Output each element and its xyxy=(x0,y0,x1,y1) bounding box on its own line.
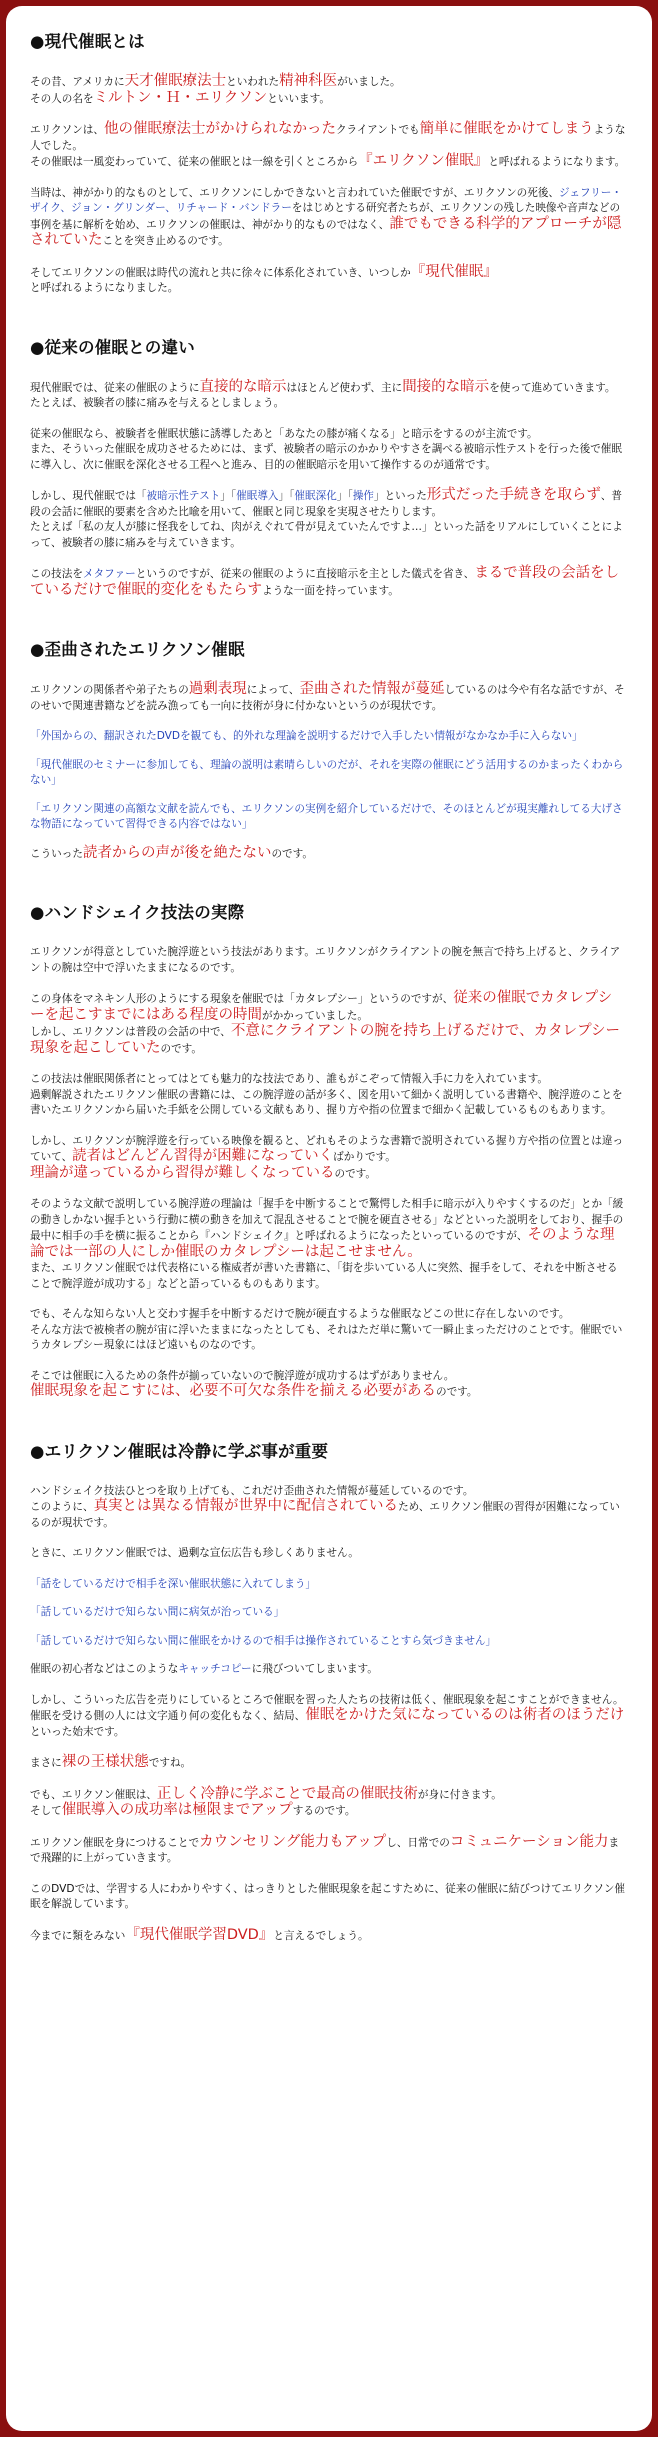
text-run: がいました。 xyxy=(337,76,401,88)
emphasis-blue: 催眠導入 xyxy=(236,490,279,502)
emphasis-blue: キャッチコピー xyxy=(178,1663,252,1675)
paragraph xyxy=(30,1662,626,1678)
paragraph xyxy=(30,380,626,412)
text-run: に飛びついてしまいます。 xyxy=(251,1663,378,1675)
paragraph xyxy=(30,427,626,474)
emphasis-red: 『現代催眠学習DVD』 xyxy=(125,1926,274,1943)
text-run: この技法は催眠関係者にとってはとても魅力的な技法であり、誰もがこぞって情報入手に力を入れています。 xyxy=(30,1073,549,1085)
text-run: 催眠の初心者などはこのような xyxy=(30,1663,179,1675)
text-run: そんな方法で被検者の腕が宙に浮いたままになったとしても、それはただ単に驚いて一瞬止まっただけのことです。催眠でいうカタレプシー現象にはほど遠いものなのです。 xyxy=(30,1323,623,1351)
emphasis-red: 裸の王様状態 xyxy=(61,1754,149,1770)
emphasis-red: 催眠導入の成功率は極限までアップ xyxy=(61,1802,293,1818)
emphasis-red: 従来の催眠でカタレプシーを起こすまでにはある程度の時間 xyxy=(30,990,613,1023)
paragraph xyxy=(30,945,626,976)
section-gap xyxy=(30,1416,626,1430)
section-gap xyxy=(30,877,626,891)
text-run: 」「 xyxy=(220,490,237,502)
section-1 xyxy=(30,28,626,326)
document-frame xyxy=(6,6,652,2431)
paragraph xyxy=(30,991,626,1057)
text-run: といわれた xyxy=(226,76,280,88)
paragraph xyxy=(30,1072,626,1119)
text-run: また、そういった催眠を成功させるためには、まず、被験者の暗示のかかりやすさを調べる被暗示性テストを行った後で催眠に導入し、次に催眠を深化させる工程へと進み、目的の催眠暗示を用いて操作するのが通常です。 xyxy=(30,443,622,471)
emphasis-red: 形式だった手続きを取らず xyxy=(426,487,601,503)
emphasis-red: 読者はどんどん習得が困難になっていく xyxy=(72,1148,334,1164)
paragraph xyxy=(30,488,626,551)
emphasis-red: 過剰表現 xyxy=(188,681,247,697)
text-run: しかし、現代催眠では「 xyxy=(30,490,147,502)
emphasis-red: 誰でもできる科学的アプローチが隠されていた xyxy=(30,215,622,248)
text-run: クライアントでも xyxy=(335,124,420,136)
text-run: しかし、エリクソンは普段の会話の中で、 xyxy=(30,1026,231,1038)
emphasis-red: コミュニケーション能力 xyxy=(449,1833,609,1850)
text-run: のです。 xyxy=(271,847,313,860)
emphasis-red: 簡単に催眠をかけてしまう xyxy=(419,121,594,137)
quote-paragraph xyxy=(30,802,626,833)
emphasis-blue: 「話しているだけで知らない間に催眠をかけるので相手は操作されていることすら気づきません」 xyxy=(30,1634,497,1647)
text-run: 現代催眠では、従来の催眠のように xyxy=(30,381,200,394)
emphasis-red: 理論が違っているから習得が難しくなっている xyxy=(30,1164,335,1181)
text-run: ため、エリクソン催眠の習得が困難になっているのが現状です。 xyxy=(30,1501,620,1529)
text-run: こういった xyxy=(30,847,83,860)
text-run: しかし、こういった広告を売りにしているところで催眠を習った人たちの技術は低く、催眠現象を起こすことができません。催眠を受ける側の人には文字通り何の変化もなく、結局、 xyxy=(30,1693,624,1722)
section-title: ●歪曲されたエリクソン催眠 xyxy=(30,640,245,659)
text-run: この技法を xyxy=(30,568,83,580)
text-run: 過剰解説されたエリクソン催眠の書籍には、この腕浮遊の話が多く、図を用いて細かく説明している書籍や、腕浮遊のことを書いたエリクソンから届いた手紙を公開している文献もあり、握り方や指の位置まで細かく記載しているものもあります。 xyxy=(30,1088,623,1116)
text-run: するのです。 xyxy=(292,1805,356,1817)
emphasis-red: カウンセリング能力もアップ xyxy=(199,1833,387,1850)
emphasis-blue: ジェフリー・ザイク、ジョン・グリンダー、リチャード・バンドラー xyxy=(30,186,622,214)
text-run: ような人でした。 xyxy=(30,124,626,152)
emphasis-red: 天才催眠療法士 xyxy=(124,73,227,89)
section-2 xyxy=(30,334,626,629)
emphasis-red: ミルトン・Ｈ・エリクソン xyxy=(93,89,268,106)
section-4 xyxy=(30,899,626,1430)
text-run: でも、エリクソン催眠は、 xyxy=(30,1788,157,1801)
text-run: が身に付きます。 xyxy=(417,1788,502,1801)
emphasis-red: 『現代催眠』 xyxy=(410,263,498,280)
text-run: ような一面を持っています。 xyxy=(262,584,399,597)
text-run: 今までに類をみない xyxy=(30,1929,126,1942)
text-run: しかし、エリクソンが腕浮遊を行っている映像を観ると、どれもそのような書籍で説明されている握り方や指の位置とは違っていて、 xyxy=(30,1134,624,1163)
text-run: エリクソンが得意としていた腕浮遊という技法があります。エリクソンがクライアントの腕を無言で持ち上げると、クライアントの腕は空中で浮いたままになるのです。 xyxy=(30,946,621,974)
text-run: によって、 xyxy=(246,684,300,696)
emphasis-red: 直接的な暗示 xyxy=(199,378,287,395)
emphasis-blue: 「話しているだけで知らない間に病気が治っている」 xyxy=(30,1606,285,1618)
text-run: がかかっていました。 xyxy=(262,1009,368,1022)
emphasis-blue: 操作 xyxy=(352,490,374,502)
paragraph xyxy=(30,1693,626,1741)
paragraph xyxy=(30,186,626,250)
text-run: そして xyxy=(30,1805,62,1817)
text-run: と呼ばれるようになります。 xyxy=(488,156,626,168)
paragraph xyxy=(30,1369,626,1401)
section-title: ●現代催眠とは xyxy=(30,32,145,51)
emphasis-blue: 「エリクソン関連の高額な文献を読んでも、エリクソンの実例を紹介しているだけで、そのほとんどが現実離れしてる大げさな物語になっていて習得できる内容ではない」 xyxy=(30,802,623,830)
paragraph xyxy=(30,1755,626,1772)
text-run: 」「 xyxy=(336,490,353,502)
section-title: ●ハンドシェイク技法の実際 xyxy=(30,903,245,922)
text-run: 当時は、神がかり的なものとして、エリクソンにしかできないと言われていた催眠ですが、エリクソンの死後、 xyxy=(30,186,560,199)
text-run: ばかりです。 xyxy=(333,1151,396,1163)
section-title: ●エリクソン催眠は冷静に学ぶ事が重要 xyxy=(30,1441,329,1461)
text-run: のです。 xyxy=(334,1167,377,1180)
paragraph xyxy=(30,1787,626,1820)
text-run: エリクソンは、 xyxy=(30,124,104,136)
text-run: はほとんど使わず、主に xyxy=(286,381,403,394)
paragraph xyxy=(30,566,626,599)
text-run: まで飛躍的に上がっていきます。 xyxy=(30,1836,620,1864)
text-run: そしてエリクソンの催眠は時代の流れと共に徐々に体系化されていき、いつしか xyxy=(30,266,411,279)
text-run: ですね。 xyxy=(148,1757,192,1769)
text-run: のです。 xyxy=(436,1386,478,1398)
paragraph xyxy=(30,1546,626,1562)
emphasis-red: 催眠現象を起こすには、必要不可欠な条件を揃える必要がある xyxy=(30,1383,436,1399)
text-run: しているのは今や有名な話ですが、そのせいで関連書籍などを読み漁っても一向に技術が身に付かないというのが現状です。 xyxy=(30,684,625,712)
paragraph xyxy=(30,1882,626,1913)
text-run: 、普段の会話に催眠的要素を含めた比喩を用いて、催眠と同じ現象を実現させたりします。 xyxy=(30,490,623,518)
paragraph xyxy=(30,1134,626,1183)
emphasis-red: 精神科医 xyxy=(279,73,338,89)
text-run: その人の名を xyxy=(30,92,94,105)
section-3 xyxy=(30,636,626,891)
paragraph xyxy=(30,74,626,107)
quote-paragraph xyxy=(30,729,626,745)
paragraph xyxy=(30,846,626,863)
text-run: といった始末です。 xyxy=(30,1725,125,1738)
paragraph xyxy=(30,682,626,714)
emphasis-red: 他の催眠療法士がかけられなかった xyxy=(103,121,336,137)
text-run: たとえば、被験者の膝に痛みを与えるとしましょう。 xyxy=(30,397,285,409)
text-run: のです。 xyxy=(160,1042,203,1055)
quote-paragraph xyxy=(30,1577,626,1593)
emphasis-red: 催眠をかけた気になっているのは術者のほうだけ xyxy=(305,1707,625,1723)
text-run: このように、 xyxy=(30,1501,94,1513)
paragraph xyxy=(30,1197,626,1292)
quote-paragraph xyxy=(30,1605,626,1621)
emphasis-red: 真実とは異なる情報が世界中に配信されている xyxy=(93,1498,399,1514)
text-run: というのですが、従来の催眠のように直接暗示を主とした儀式を省き、 xyxy=(135,568,475,580)
section-5 xyxy=(30,1438,626,1974)
paragraph xyxy=(30,1928,626,1945)
text-run: たとえば「私の友人が膝に怪我をしてね、肉がえぐれて骨が見えていたんですよ…」といった話をリアルにしていくことによって、被験者の膝に痛みを与えていきます。 xyxy=(30,521,623,549)
emphasis-blue: メタファー xyxy=(82,568,136,580)
emphasis-red: 『エリクソン催眠』 xyxy=(358,153,489,169)
section-title: ●従来の催眠との違い xyxy=(30,337,195,357)
text-run: ときに、エリクソン催眠では、過剰な宣伝広告も珍しくありません。 xyxy=(30,1547,359,1559)
paragraph xyxy=(30,265,626,297)
text-run: その催眠は一風変わっていて、従来の催眠とは一線を引くところから xyxy=(30,156,359,168)
text-run: そのような文献で説明している腕浮遊の理論は「握手を中断することで驚愕した相手に暗示が入りやすくするのだ」とか「緩の動きしかない握手という行動に横の動きを加えて混乱させることで腕を硬直させる」などといった説明をしており、握手の最中に相手の手を横に振ることから『ハンドシェイク』と呼ばれるようになったといっているのですが、 xyxy=(30,1198,624,1242)
text-run: 」「 xyxy=(278,490,295,502)
text-run: といいます。 xyxy=(267,92,330,105)
text-run: そこでは催眠に入るための条件が揃っていないので腕浮遊が成功するはずがありません。 xyxy=(30,1369,455,1382)
emphasis-blue: 「現代催眠のセミナーに参加しても、理論の説明は素晴らしいのだが、それを実際の催眠にどう活用するのかまったくわからない」 xyxy=(30,758,624,786)
emphasis-red: 読者からの声が後を絶たない xyxy=(82,844,272,861)
emphasis-blue: 「外国からの、翻訳されたDVDを観ても、的外れな理論を説明するだけで入手したい情報がなかなか手に入らない」 xyxy=(30,730,583,742)
text-run: また、エリクソン催眠では代表格にいる権威者が書いた書籍に、「街を歩いている人に突然、握手をして、それを中断させることで腕浮遊が成功する」などと語っているものもあります。 xyxy=(30,1262,618,1290)
text-run: エリクソンの関係者や弟子たちの xyxy=(30,684,189,696)
text-run: エリクソン催眠を身につけることで xyxy=(30,1836,200,1849)
text-run: と言えるでしょう。 xyxy=(273,1929,369,1942)
quote-paragraph xyxy=(30,758,626,789)
emphasis-blue: 「話をしているだけで相手を深い催眠状態に入れてしまう」 xyxy=(30,1577,317,1590)
text-run: ハンドシェイク技法ひとつを取り上げても、これだけ歪曲された情報が蔓延しているのです。 xyxy=(30,1484,474,1497)
emphasis-red: そのような理論では一部の人にしか催眠のカタレプシーは起こせません。 xyxy=(30,1227,615,1260)
text-run: でも、そんな知らない人と交わす握手を中断するだけで腕が硬直するような催眠などこの世に存在しないのです。 xyxy=(30,1308,570,1320)
emphasis-red: 歪曲された情報が蔓延 xyxy=(299,681,445,697)
paragraph xyxy=(30,1835,626,1867)
emphasis-blue: 被暗示性テスト xyxy=(146,490,221,502)
emphasis-blue: 催眠深化 xyxy=(294,490,337,502)
section-gap xyxy=(30,1959,626,1973)
emphasis-red: 不意にクライアントの腕を持ち上げるだけで、カタレプシー現象を起こしていた xyxy=(30,1023,621,1056)
text-run: ことを突き止めるのです。 xyxy=(102,235,229,247)
text-run: まさに xyxy=(30,1757,62,1769)
text-run: をはじめとする研究者たちが、エリクソンの残した映像や音声などの事例を基に解析を始め、エリクソンの催眠は、神がかり的なものではなく、 xyxy=(30,202,621,231)
text-run: この身体をマネキン人形のようにする現象を催眠では「カタレプシー」というのですが、 xyxy=(30,993,454,1005)
emphasis-red: 正しく冷静に学ぶことで最高の催眠技術 xyxy=(156,1785,418,1802)
text-run: し、日常での xyxy=(386,1836,450,1849)
section-gap xyxy=(30,312,626,326)
text-run: と呼ばれるようになりました。 xyxy=(30,282,179,294)
text-run: を使って進めていきます。 xyxy=(489,381,616,394)
paragraph xyxy=(30,1307,626,1354)
paragraph xyxy=(30,1484,626,1532)
paragraph xyxy=(30,122,626,171)
text-run: 」といった xyxy=(373,490,427,502)
text-run: その昔、アメリカに xyxy=(30,76,125,88)
text-run: このDVDでは、学習する人にわかりやすく、はっきりとした催眠現象を起こすために、従来の催眠に結びつけてエリクソン催眠を解説しています。 xyxy=(30,1882,626,1910)
emphasis-red: 間接的な暗示 xyxy=(402,378,490,395)
section-gap xyxy=(30,614,626,628)
quote-paragraph xyxy=(30,1634,626,1650)
text-run: 従来の催眠なら、被験者を催眠状態に誘導したあと「あなたの膝が痛くなる」と暗示をするのが主流です。 xyxy=(30,427,538,440)
emphasis-red: まるで普段の会話をしているだけで催眠的変化をもたらす xyxy=(30,565,620,598)
